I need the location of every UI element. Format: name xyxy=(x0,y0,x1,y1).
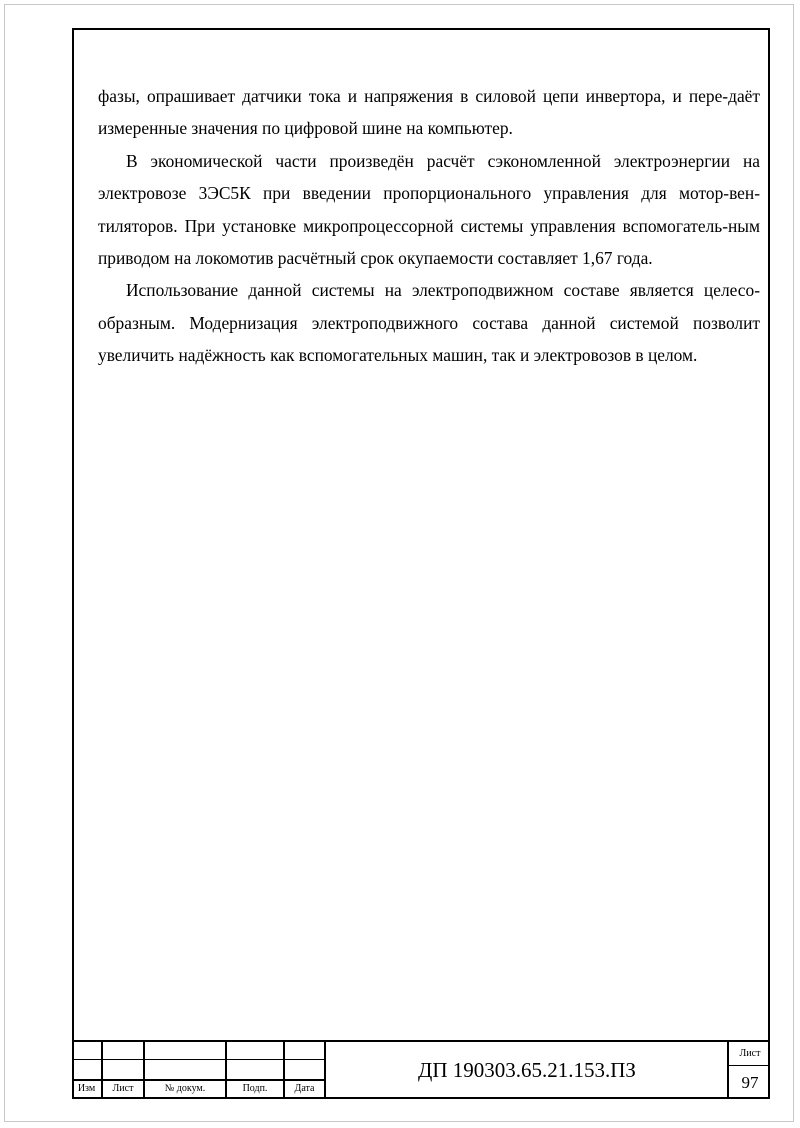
title-block-row-line-1 xyxy=(72,1059,326,1060)
label-izm: Изм xyxy=(77,1083,96,1094)
paragraph-economic-part: В экономической части произведён расчёт сэкономленной электроэнергии на электровозе 3ЭС5К при введении пропорционального управления для мотор-вен-тиляторов. При установке микропроцессорной системы управления вспомогатель-ным приводом на локомотив расчётный срок окупаемости составляет 1,67 года. xyxy=(98,150,760,269)
label-list: Лист xyxy=(112,1083,134,1094)
label-date: Дата xyxy=(294,1083,315,1094)
label-doc-no: № докум. xyxy=(164,1083,206,1094)
document-code: ДП 190303.65.21.153.ПЗ xyxy=(418,1058,636,1082)
title-block-row-line-2 xyxy=(72,1079,326,1081)
sheet-label: Лист xyxy=(739,1048,761,1059)
label-sign: Подп. xyxy=(242,1083,268,1094)
sheet-number: 97 xyxy=(741,1073,759,1092)
sheet-cell-divider xyxy=(728,1065,770,1066)
paragraph-continuation: фазы, опрашивает датчики тока и напряжения в силовой цепи инвертора, и пере-даёт измеренные значения по цифровой шине на компьютер. xyxy=(98,86,760,139)
title-block xyxy=(72,1040,770,1099)
paragraph-conclusion: Использование данной системы на электроподвижном составе является целесо-образным. Модернизация электроподвижного состава данной системой позволит увеличить надёжность как вспомогательных машин, так и электровозов в целом. xyxy=(98,280,760,366)
title-block-top-line xyxy=(72,1040,770,1042)
document-body xyxy=(98,80,760,372)
